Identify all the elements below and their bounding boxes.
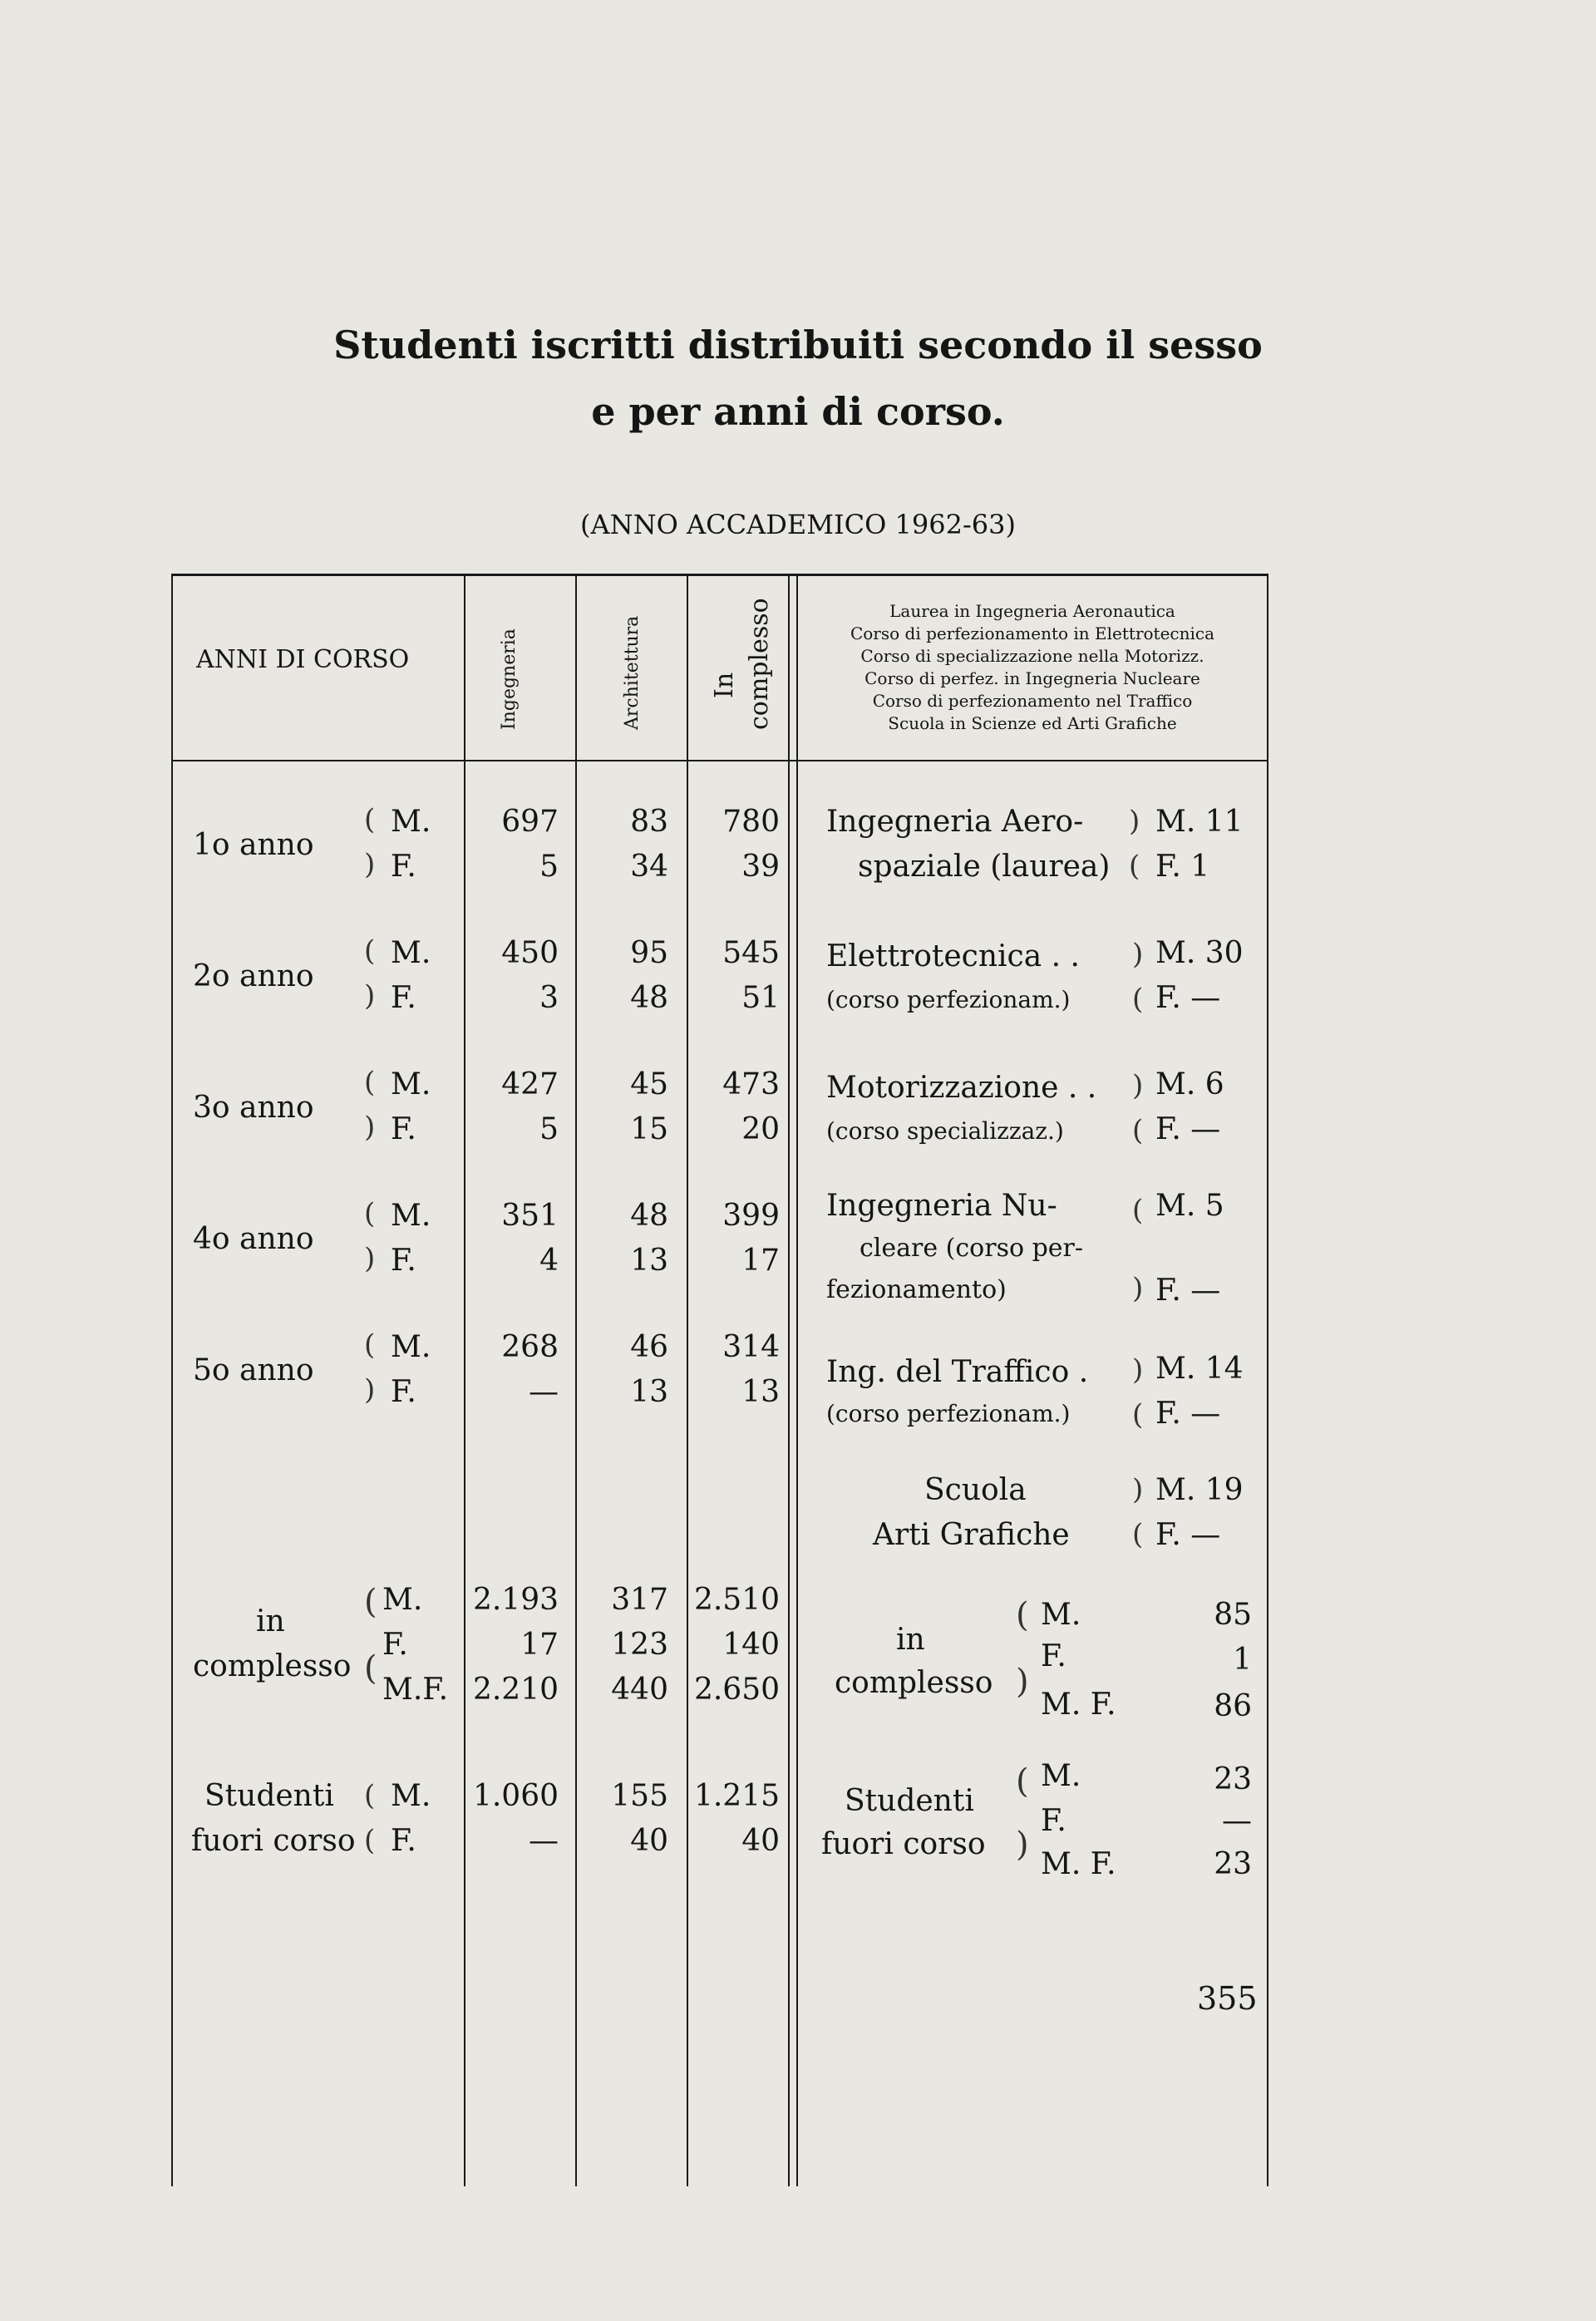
- cell-1-f-arch: 34: [630, 850, 668, 884]
- cell-3-m-tot: 473: [722, 1067, 780, 1101]
- header-in: In: [710, 672, 739, 698]
- right-fuori-brace-bottom: ): [1016, 1826, 1029, 1864]
- traffico-brace-m: ): [1132, 1353, 1144, 1387]
- brace-1f: ): [364, 848, 376, 881]
- sex-f-1: F.: [391, 850, 416, 884]
- compl-f-arch: 123: [611, 1628, 668, 1662]
- brace-5m: (: [364, 1328, 376, 1362]
- right-fuori-b: fuori corso: [821, 1827, 986, 1861]
- fuori-m-ing: 1.060: [472, 1779, 559, 1813]
- elettro-f: F. —: [1155, 981, 1221, 1015]
- subtitle: (ANNO ACCADEMICO 1962-63): [580, 509, 1016, 540]
- nucl-line-a: Ingegneria Nu-: [826, 1189, 1057, 1223]
- brace-5f: ): [364, 1373, 376, 1407]
- cell-3-f-ing: 5: [539, 1112, 559, 1146]
- right-fuori-brace-top: (: [1016, 1762, 1029, 1801]
- fuori-m-arch: 155: [611, 1779, 668, 1813]
- cell-3-f-arch: 15: [630, 1112, 668, 1146]
- compl-m-ing: 2.193: [472, 1583, 559, 1617]
- fuori-label-a: Studenti: [204, 1779, 334, 1813]
- col-rule-4b: [796, 574, 798, 2186]
- right-fuori-label-mf: M. F.: [1041, 1847, 1116, 1881]
- cell-3-f-tot: 20: [741, 1112, 780, 1146]
- cell-3-m-arch: 45: [630, 1067, 668, 1101]
- fuori-m-tot: 1.215: [693, 1779, 780, 1813]
- header-corso-1: Laurea in Ingegneria Aeronautica: [889, 601, 1175, 621]
- title-line-1: Studenti iscritti distribuiti secondo il sesso: [333, 323, 1263, 367]
- cell-4-f-tot: 17: [741, 1244, 780, 1278]
- header-anni-di-corso: ANNI DI CORSO: [196, 645, 410, 674]
- year-label-5: 5o anno: [193, 1353, 314, 1387]
- fuori-sex-f: F.: [391, 1824, 416, 1858]
- header-architettura: Architettura: [622, 615, 643, 730]
- brace-compl-bottom: (: [364, 1649, 377, 1688]
- fuori-sex-m: M.: [391, 1779, 431, 1813]
- aero-m: M. 11: [1155, 805, 1244, 839]
- col-rule-3: [687, 574, 688, 2186]
- complesso-label-b: complesso: [193, 1649, 352, 1683]
- cell-4-f-ing: 4: [539, 1244, 559, 1278]
- right-compl-label-f: F.: [1041, 1639, 1066, 1673]
- fuori-label-b: fuori corso: [191, 1824, 356, 1858]
- right-fuori-value-mf: 23: [1214, 1847, 1252, 1881]
- header-corso-2: Corso di perfezionamento in Elettrotecnica: [850, 623, 1215, 643]
- cell-5-m-arch: 46: [630, 1330, 668, 1364]
- fuori-f-tot: 40: [741, 1824, 780, 1858]
- elettro-line-a: Elettrotecnica . .: [826, 939, 1080, 973]
- cell-2-m-tot: 545: [722, 936, 780, 970]
- sex-f-2: F.: [391, 981, 416, 1015]
- cell-1-m-tot: 780: [722, 805, 780, 839]
- scuola-m: M. 19: [1155, 1473, 1244, 1507]
- col-rule-4a: [788, 574, 790, 2186]
- year-label-1: 1o anno: [193, 828, 314, 862]
- complesso-label-a: in: [256, 1604, 285, 1638]
- scuola-f: F. —: [1155, 1518, 1221, 1552]
- brace-3m: (: [364, 1066, 376, 1099]
- traffico-line-b: (corso perfezionam.): [826, 1400, 1071, 1427]
- elettro-line-b: (corso perfezionam.): [826, 986, 1071, 1013]
- sex-f-3: F.: [391, 1112, 416, 1146]
- motor-m: M. 6: [1155, 1067, 1224, 1101]
- right-complesso-b: complesso: [835, 1666, 993, 1700]
- sex-f-5: F.: [391, 1375, 416, 1409]
- right-complesso-a: in: [896, 1623, 925, 1657]
- table-left-rule: [171, 574, 173, 2186]
- cell-1-m-arch: 83: [630, 805, 668, 839]
- compl-mf-ing: 2.210: [472, 1673, 559, 1707]
- compl-mf-tot: 2.650: [693, 1673, 780, 1707]
- sex-m-4: M.: [391, 1199, 431, 1233]
- compl-m-tot: 2.510: [693, 1583, 780, 1617]
- sex-m-3: M.: [391, 1067, 431, 1101]
- compl-sex-f: F.: [382, 1628, 408, 1662]
- nucl-brace-f: ): [1132, 1272, 1144, 1305]
- cell-2-f-ing: 3: [539, 981, 559, 1015]
- compl-sex-m: M.: [382, 1583, 423, 1617]
- aero-f: F. 1: [1155, 850, 1210, 884]
- right-compl-value-f: 1: [1233, 1643, 1252, 1677]
- nucl-m: M. 5: [1155, 1189, 1224, 1223]
- header-corsi-list: [805, 600, 1260, 735]
- year-label-2: 2o anno: [193, 959, 314, 993]
- sex-m-5: M.: [391, 1330, 431, 1364]
- traffico-brace-f: (: [1132, 1398, 1144, 1432]
- motor-line-a: Motorizzazione . .: [826, 1071, 1097, 1105]
- cell-4-m-tot: 399: [722, 1199, 780, 1233]
- cell-1-f-tot: 39: [741, 850, 780, 884]
- sex-f-4: F.: [391, 1244, 416, 1278]
- right-compl-brace-top: (: [1016, 1596, 1029, 1634]
- header-complesso: complesso: [745, 598, 774, 730]
- cell-1-m-ing: 697: [501, 805, 559, 839]
- right-compl-brace-bottom: ): [1016, 1663, 1029, 1701]
- traffico-f: F. —: [1155, 1397, 1221, 1431]
- title-line-2: e per anni di corso.: [591, 389, 1005, 434]
- brace-fuori-m: (: [364, 1779, 376, 1812]
- right-fuori-a: Studenti: [845, 1784, 974, 1818]
- right-compl-label-m: M.: [1041, 1598, 1081, 1632]
- header-bottom-rule: [171, 760, 1268, 761]
- right-fuori-label-m: M.: [1041, 1759, 1081, 1793]
- aero-brace-f: (: [1129, 850, 1140, 883]
- header-corso-5: Corso di perfezionamento nel Traffico: [872, 691, 1193, 711]
- traffico-line-a: Ing. del Traffico .: [826, 1355, 1089, 1389]
- col-rule-2: [575, 574, 577, 2186]
- cell-4-f-arch: 13: [630, 1244, 668, 1278]
- cell-5-m-ing: 268: [501, 1330, 559, 1364]
- right-fuori-value-f: —: [1222, 1804, 1252, 1838]
- brace-4f: ): [364, 1242, 376, 1275]
- cell-2-m-ing: 450: [501, 936, 559, 970]
- compl-sex-mf: M.F.: [382, 1673, 449, 1707]
- brace-3f: ): [364, 1111, 376, 1144]
- cell-5-f-arch: 13: [630, 1375, 668, 1409]
- right-fuori-label-f: F.: [1041, 1804, 1066, 1838]
- compl-mf-arch: 440: [611, 1673, 668, 1707]
- brace-2m: (: [364, 934, 376, 968]
- scuola-line-b: Arti Grafiche: [873, 1518, 1070, 1552]
- sex-m-2: M.: [391, 936, 431, 970]
- aero-brace-m: ): [1129, 805, 1140, 838]
- header-corso-3: Corso di specializzazione nella Motorizz.: [860, 646, 1204, 666]
- year-label-3: 3o anno: [193, 1091, 314, 1125]
- compl-f-tot: 140: [722, 1628, 780, 1662]
- nucl-f: F. —: [1155, 1274, 1221, 1308]
- header-corso-4: Corso di perfez. in Ingegneria Nucleare: [864, 668, 1200, 688]
- motor-brace-f: (: [1132, 1114, 1144, 1147]
- nucl-line-b: cleare (corso per-: [860, 1234, 1084, 1263]
- cell-2-m-arch: 95: [630, 936, 668, 970]
- right-fuori-value-m: 23: [1214, 1762, 1252, 1796]
- elettro-brace-m: ): [1132, 938, 1144, 971]
- year-label-4: 4o anno: [193, 1222, 314, 1256]
- brace-fuori-f: (: [364, 1824, 376, 1857]
- col-rule-1: [464, 574, 466, 2186]
- header-corso-6: Scuola in Scienze ed Arti Grafiche: [888, 713, 1177, 733]
- traffico-m: M. 14: [1155, 1352, 1244, 1386]
- aero-line-b: spaziale (laurea): [858, 850, 1111, 884]
- cell-2-f-arch: 48: [630, 981, 668, 1015]
- motor-brace-m: ): [1132, 1069, 1144, 1102]
- aero-line-a: Ingegneria Aero-: [826, 805, 1084, 839]
- brace-compl-top: (: [364, 1583, 377, 1621]
- cell-5-f-ing: —: [529, 1375, 559, 1409]
- cell-5-f-tot: 13: [741, 1375, 780, 1409]
- fuori-f-ing: —: [529, 1824, 559, 1858]
- cell-3-m-ing: 427: [501, 1067, 559, 1101]
- cell-2-f-tot: 51: [741, 981, 780, 1015]
- compl-m-arch: 317: [611, 1583, 668, 1617]
- cell-1-f-ing: 5: [539, 850, 559, 884]
- elettro-brace-f: (: [1132, 983, 1144, 1016]
- motor-f: F. —: [1155, 1112, 1221, 1146]
- right-compl-label-mf: M. F.: [1041, 1688, 1116, 1722]
- motor-line-b: (corso specializzaz.): [826, 1117, 1064, 1145]
- header-ingegneria: Ingegneria: [499, 628, 520, 730]
- cell-4-m-ing: 351: [501, 1199, 559, 1233]
- table-right-rule: [1267, 574, 1268, 2186]
- fuori-f-arch: 40: [630, 1824, 668, 1858]
- scuola-brace-m: ): [1132, 1473, 1144, 1506]
- brace-1m: (: [364, 803, 376, 836]
- sex-m-1: M.: [391, 805, 431, 839]
- brace-2f: ): [364, 979, 376, 1013]
- scuola-brace-f: (: [1132, 1518, 1144, 1551]
- nucl-brace-m: (: [1132, 1194, 1144, 1227]
- compl-f-ing: 17: [520, 1628, 559, 1662]
- right-compl-value-m: 85: [1214, 1598, 1252, 1632]
- right-compl-value-mf: 86: [1214, 1689, 1252, 1723]
- cell-5-m-tot: 314: [722, 1330, 780, 1364]
- table-top-rule: [171, 574, 1268, 576]
- nucl-line-c: fezionamento): [826, 1275, 1007, 1304]
- page-number: 355: [1197, 1980, 1258, 2017]
- brace-4m: (: [364, 1197, 376, 1230]
- cell-4-m-arch: 48: [630, 1199, 668, 1233]
- elettro-m: M. 30: [1155, 936, 1244, 970]
- scuola-line-a: Scuola: [924, 1473, 1027, 1507]
